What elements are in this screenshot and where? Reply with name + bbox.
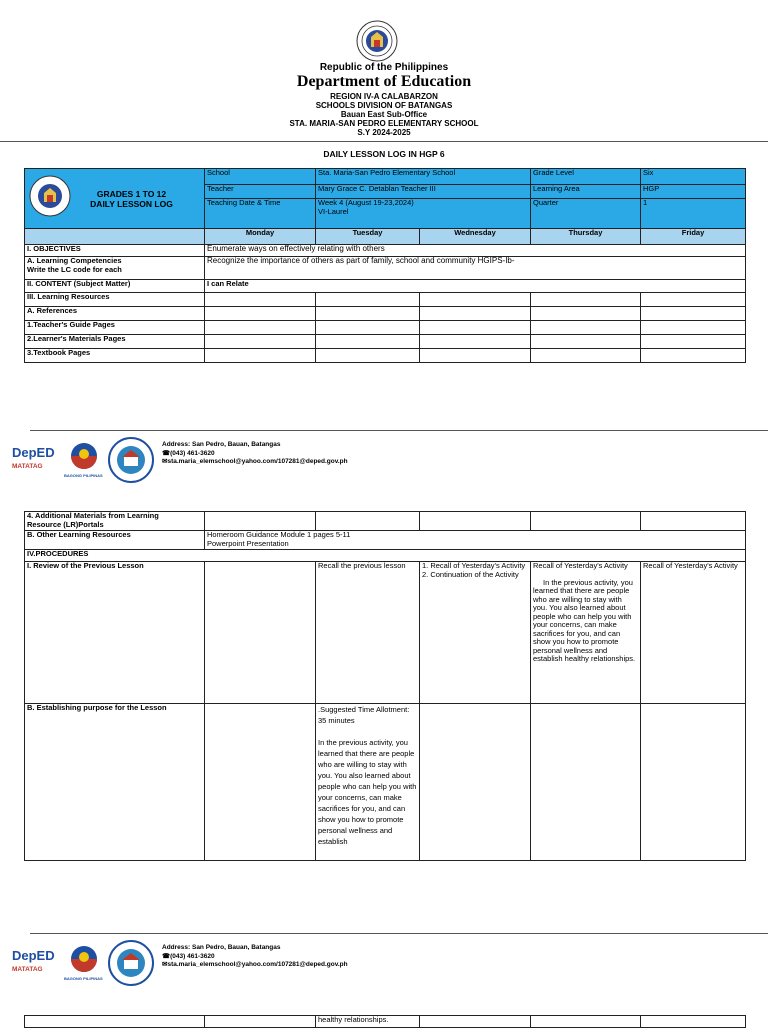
bagong-pilipinas-icon (66, 944, 102, 974)
page-break-rule (30, 430, 768, 431)
division-text: SCHOOLS DIVISION OF BATANGAS (315, 101, 453, 110)
region-text: REGION IV-A CALABARZON (330, 92, 438, 101)
phone-icon: ☎ (162, 952, 171, 960)
footer-phone: (043) 461-3620 (170, 952, 215, 960)
additional-line-2: Resource (LR)Portals (27, 519, 104, 529)
footer-email: sta.maria_elemschool@yahoo.com/107281@deped.gov.ph (167, 458, 348, 465)
footer-address: Address: San Pedro, Bauan, Batangas (162, 944, 281, 951)
mail-icon: ✉ (162, 961, 168, 968)
date-section: VI-Laurel (318, 206, 349, 216)
bagong-pilipinas-text: BAGONG PILIPINAS (64, 473, 103, 478)
learners-materials-label: 2.Learner's Materials Pages (25, 335, 205, 349)
deped-seal-icon (356, 20, 398, 62)
school-text: STA. MARIA-SAN PEDRO ELEMENTARY SCHOOL (289, 119, 479, 128)
grade-label: Grade Level (531, 169, 641, 185)
content-label: II. CONTENT (Subject Matter) (25, 280, 205, 293)
footer-contact (162, 441, 348, 467)
continued-tuesday: healthy relationships. (316, 1016, 420, 1028)
procedures-table (24, 511, 746, 861)
purpose-label: B. Establishing purpose for the Lesson (25, 704, 205, 861)
school-year-text: S.Y 2024-2025 (357, 128, 411, 137)
other-value-line-1: Homeroom Guidance Module 1 pages 5-11 (207, 530, 351, 539)
review-label: I. Review of the Previous Lesson (25, 562, 205, 704)
day-monday: Monday (205, 229, 316, 245)
objectives-value: Enumerate ways on effectively relating with others (205, 245, 746, 257)
republic-text: Republic of the Philippines (319, 62, 449, 73)
logo-title-line-1: GRADES 1 TO 12 (96, 188, 167, 199)
bagong-pilipinas-text: BAGONG PILIPINAS (64, 976, 103, 981)
day-wednesday: Wednesday (420, 229, 531, 245)
suboffice-text: Bauan East Sub-Office (340, 110, 428, 119)
purpose-time: .Suggested Time Allotment: 35 minutes (318, 705, 410, 725)
references-label: A. References (25, 307, 205, 321)
other-resources-label: B. Other Learning Resources (25, 531, 205, 550)
review-thu-paragraph: In the previous activity, you learned that there are people who are willing to stay with you. You also learned about people who can help you with your concerns, can make sacrifices for you, and can show you how to promote personal wellness and establish healthy relationships. (533, 577, 636, 663)
footer-logos (12, 437, 162, 483)
objectives-label: I. OBJECTIVES (25, 245, 205, 257)
date-value (316, 199, 531, 229)
document-title: DAILY LESSON LOG IN HGP 6 (323, 149, 445, 159)
resources-label: III. Learning Resources (25, 293, 205, 307)
competencies-line-2: Write the LC code for each (27, 264, 122, 274)
page-break-rule-2 (30, 933, 768, 934)
competencies-label (25, 257, 205, 280)
matatag-logo-text: MATATAG (12, 463, 43, 470)
day-tuesday: Tuesday (316, 229, 420, 245)
purpose-tuesday (316, 704, 420, 861)
textbook-pages-label: 3.Textbook Pages (25, 349, 205, 363)
teachers-guide-label: 1.Teacher's Guide Pages (25, 321, 205, 335)
bagong-pilipinas-icon (66, 441, 102, 471)
competencies-line-1: A. Learning Competencies (27, 256, 122, 265)
content-value: I can Relate (205, 280, 746, 293)
logo-title-cell (25, 169, 205, 229)
review-wed-line-1: 1. Recall of Yesterday's Activity (422, 561, 526, 570)
procedures-label: IV.PROCEDURES (25, 550, 746, 562)
review-wednesday (420, 562, 531, 704)
deped-seal-icon (29, 175, 71, 217)
quarter-label: Quarter (531, 199, 641, 229)
other-value-line-2: Powerpoint Presentation (207, 538, 289, 548)
review-thursday (531, 562, 641, 704)
footer-address: Address: San Pedro, Bauan, Batangas (162, 441, 281, 448)
date-week: Week 4 (August 19-23,2024) (318, 198, 414, 207)
footer-contact-2 (162, 944, 348, 970)
lesson-log-table (24, 168, 746, 363)
review-friday: Recall of Yesterday's Activity (641, 562, 746, 704)
area-label: Learning Area (531, 185, 641, 199)
header-divider (0, 141, 768, 142)
mail-icon: ✉ (162, 458, 168, 465)
continued-table (24, 1015, 746, 1028)
additional-line-1: 4. Additional Materials from Learning (27, 511, 159, 520)
school-seal-icon (108, 437, 154, 483)
school-seal-icon (108, 940, 154, 986)
day-thursday: Thursday (531, 229, 641, 245)
school-label: School (205, 169, 316, 185)
quarter-value: 1 (641, 199, 746, 229)
other-resources-value (205, 531, 746, 550)
additional-materials-label (25, 512, 205, 531)
footer-logos-2 (12, 940, 162, 986)
review-tuesday: Recall the previous lesson (316, 562, 420, 704)
matatag-logo-text: MATATAG (12, 966, 43, 973)
footer-phone: (043) 461-3620 (170, 449, 215, 457)
teacher-value: Mary Grace C. Detablan Teacher III (316, 185, 531, 199)
review-thu-line-1: Recall of Yesterday's Activity (533, 561, 628, 570)
competencies-value: Recognize the importance of others as part of family, school and community HGIPS-Ib- (205, 257, 746, 280)
deped-logo-text: DepED (12, 445, 55, 460)
logo-title-line-2: DAILY LESSON LOG (90, 198, 173, 209)
day-friday: Friday (641, 229, 746, 245)
school-value: Sta. Maria-San Pedro Elementary School (316, 169, 531, 185)
footer-email: sta.maria_elemschool@yahoo.com/107281@deped.gov.ph (167, 961, 348, 968)
review-wed-line-2: 2. Continuation of the Activity (422, 569, 519, 579)
grade-value: Six (641, 169, 746, 185)
phone-icon: ☎ (162, 449, 171, 457)
area-value: HGP (641, 185, 746, 199)
department-title: Department of Education (296, 73, 472, 90)
date-label: Teaching Date & Time (205, 199, 316, 229)
deped-logo-text: DepED (12, 948, 55, 963)
teacher-label: Teacher (205, 185, 316, 199)
purpose-paragraph: In the previous activity, you learned that there are people who are willing to stay with you. You also learned about people who can help you with your concerns, can make sacrifices for you, and can show you how to promote personal wellness and establish (318, 738, 417, 846)
day-header-empty (25, 229, 205, 245)
